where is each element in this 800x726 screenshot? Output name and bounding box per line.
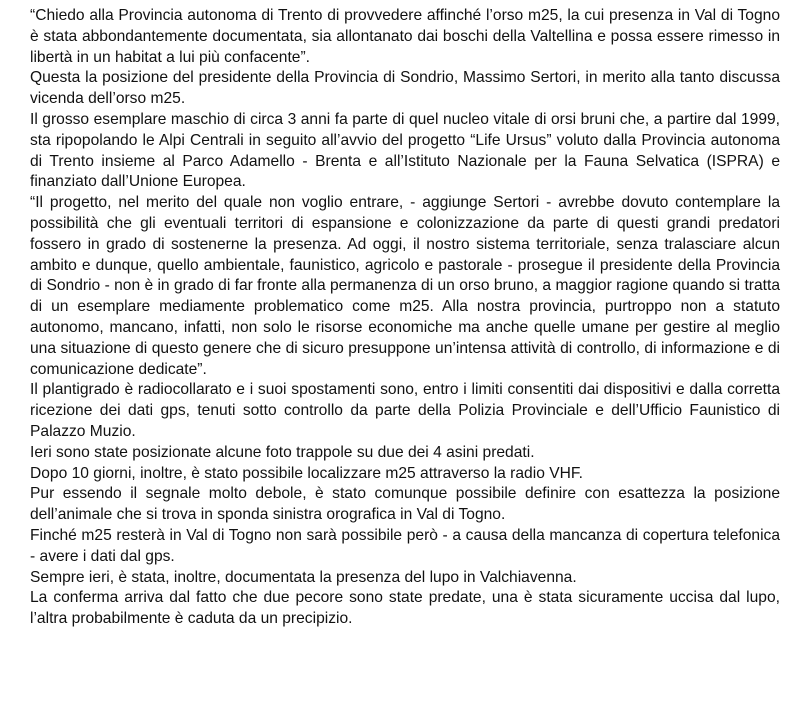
paragraph-life-ursus: Il grosso esemplare maschio di circa 3 anni fa parte di quel nucleo vitale di orsi bruni che, a partire dal 1999, sta ripopolando le Alpi Centrali in seguito all’avvio del progetto “Life Ursus” voluto dalla Provincia autonoma di Trento insieme al Parco Adamello - Brenta e all’Istituto Nazionale per la Fauna Selvatica (ISPRA) e finanziato dall’Unione Europea.	[30, 110, 780, 191]
paragraph-vhf: Dopo 10 giorni, inoltre, è stato possibile localizzare m25 attraverso la radio VHF.	[30, 464, 583, 482]
paragraph-sheep: La conferma arriva dal fatto che due pecore sono state predate, una è stata sicuramente uccisa dal lupo, l’altra probabilmente è caduta da un precipizio.	[30, 589, 780, 628]
paragraph-gps: Finché m25 resterà in Val di Togno non sarà possibile però - a causa della mancanza di copertura telefonica - avere i dati dal gps.	[30, 526, 780, 565]
paragraph-radiocollar: Il plantigrado è radiocollarato e i suoi spostamenti sono, entro i limiti consentiti dai dispositivi e dalla corretta ricezione dei dati gps, tenuti sotto controllo da parte della Polizia Provinciale e dell’Ufficio Faunistico di Palazzo Muzio.	[30, 381, 780, 440]
paragraph-signal: Pur essendo il segnale molto debole, è stato comunque possibile definire con esattezza la posizione dell’animale che si trova in sponda sinistra orografica in Val di Togno.	[30, 485, 780, 524]
paragraph-position: Questa la posizione del presidente della Provincia di Sondrio, Massimo Sertori, in merito alla tanto discussa vicenda dell’orso m25.	[30, 69, 780, 108]
paragraph-sertori-statement: “Il progetto, nel merito del quale non voglio entrare, - aggiunge Sertori - avrebbe dovuto contemplare la possibilità che gli eventuali territori di espansione e colonizzazione da parte di questi grandi predatori fossero in grado di sostenerne la presenza. Ad oggi, il nostro sistema territoriale, senza tralasciare alcun ambito e dunque, quello ambientale, faunistico, agricolo e pastorale - prosegue il presidente della Provincia di Sondrio - non è in grado di far fronte alla permanenza di un orso bruno, a maggior ragione quando si tratta di un esemplare mediamente problematico come m25. Alla nostra provincia, purtroppo non a statuto autonomo, mancano, infatti, non solo le risorse economiche ma anche quelle umane per gestire al meglio una situazione di questo genere che di sicuro presuppone un’intensa attività di controllo, di informazione e di comunicazione dedicate”.	[30, 194, 780, 378]
paragraph-wolf: Sempre ieri, è stata, inoltre, documentata la presenza del lupo in Valchiavenna.	[30, 568, 577, 586]
paragraph-quote-opening: “Chiedo alla Provincia autonoma di Trento di provvedere affinché l’orso m25, la cui presenza in Val di Togno è stata abbondantemente documentata, sia allontanato dai boschi della Valtellina e possa essere rimesso in libertà in un habitat a lui più confacente”.	[30, 7, 780, 66]
paragraph-photo-traps: Ieri sono state posizionate alcune foto trappole su due dei 4 asini predati.	[30, 443, 535, 461]
